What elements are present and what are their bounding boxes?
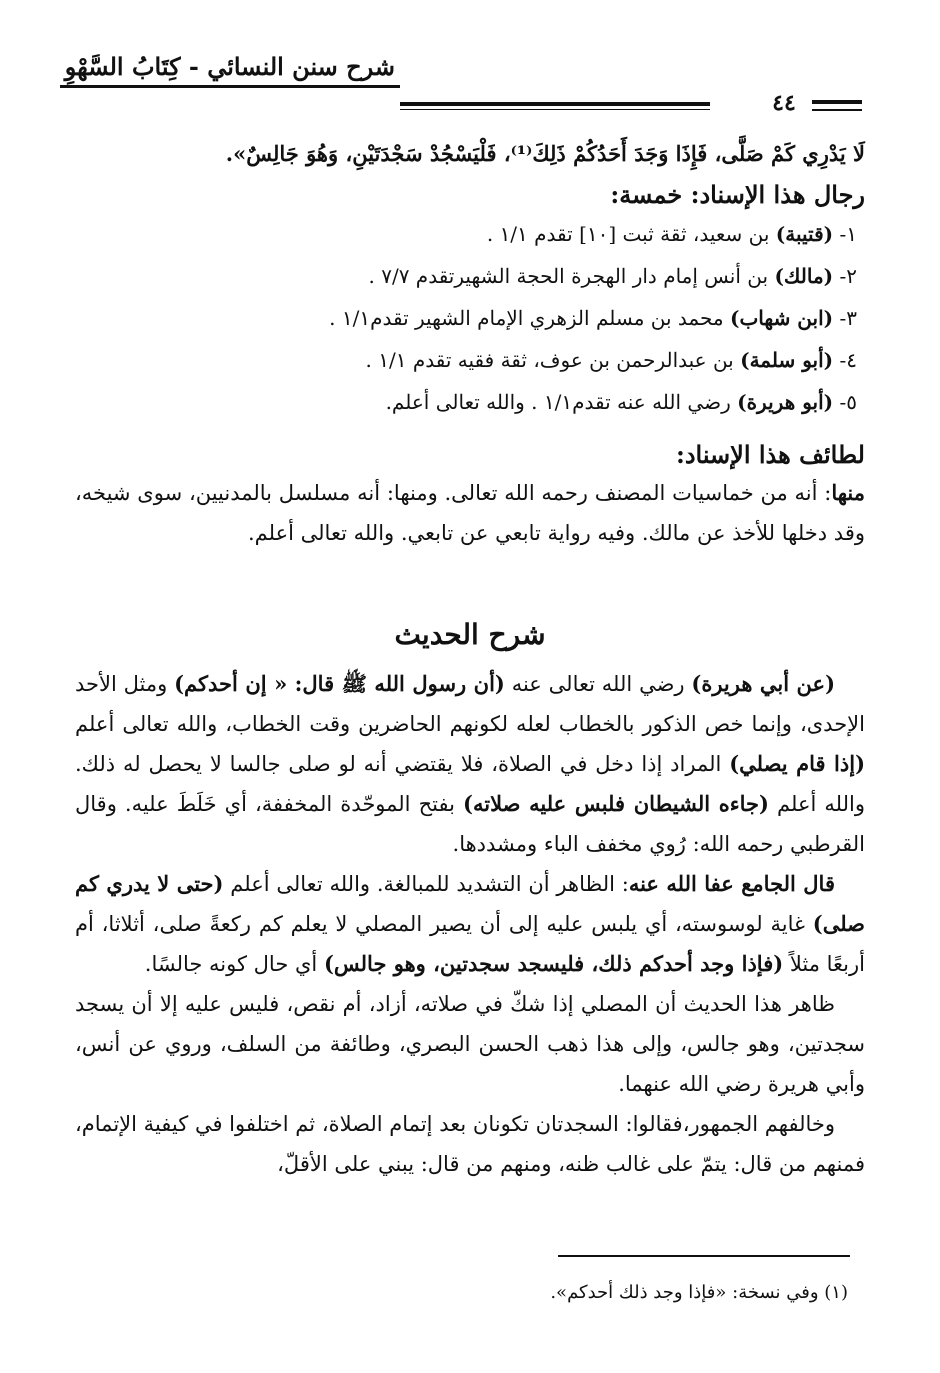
subtleties-lead: منها <box>831 480 865 505</box>
hadith-text-end <box>75 134 865 174</box>
narrator-num: ٣- <box>833 306 857 330</box>
page-header <box>0 0 940 140</box>
running-title: شرح سنن النسائي - كِتَابُ السَّهْوِ <box>64 52 395 81</box>
subtleties-heading: لطائف هذا الإسناد: <box>675 440 865 469</box>
narrator-name: (أبو هريرة) <box>737 390 834 414</box>
commentary-body <box>75 664 865 1184</box>
text: غاية لوسوسته، أي يلبس عليه إلى أن يصير المصلي لا يعلم كم ركعةً صلى، أثلاثا، أم أربعًا مثلاً <box>75 912 865 976</box>
narrator-text: بن عبدالرحمن بن عوف، ثقة فقيه تقدم ١/١ . <box>365 348 741 372</box>
header-rule-segment-1 <box>400 102 710 106</box>
narrator-num: ٥- <box>833 390 857 414</box>
commentary-paragraph-4: وخالفهم الجمهور،فقالوا: السجدتان تكونان بعد إتمام الصلاة، ثم اختلفوا في كيفية الإتمام، فمنهم من قال: يتمّ على غالب ظنه، ومنهم من قال: يبني على الأقلّ، <box>75 1112 865 1176</box>
subtleties-section <box>75 440 865 553</box>
subtleties-text: : أنه من خماسيات المصنف رحمه الله تعالى. ومنها: أنه مسلسل بالمدنيين، سوى شيخه، وقد دخلها للأخذ عن مالك. وفيه رواية تابعي عن تابعي. والله تعالى أعلم. <box>75 481 865 545</box>
narrators-heading: رجال هذا الإسناد: خمسة: <box>610 180 865 209</box>
header-rule-thick <box>60 85 400 88</box>
header-rule-segment-4 <box>812 109 862 111</box>
author-note-lead: قال الجامع عفا الله عنه <box>628 871 835 896</box>
quote: (فإذا وجد أحدكم ذلك، فليسجد سجدتين، وهو جالس) <box>323 951 784 976</box>
quote: (حتى لا يدري كم صلى) <box>75 871 865 936</box>
text: ومثل الأحد الإحدى، وإنما خص الذكور بالخطاب لعله لكونهم الحاضرين وقت الخطاب، والله تعالى أعلم <box>75 672 865 736</box>
quote: (أن رسول الله ﷺ قال: « إن أحدكم) <box>174 671 505 696</box>
header-rule-segment-2 <box>400 109 710 110</box>
narrators-section <box>75 180 865 423</box>
narrator-item-3 <box>75 297 865 339</box>
commentary-paragraph-2 <box>75 864 865 984</box>
footnote: (١) وفي نسخة: «فإذا وجد ذلك أحدكم». <box>550 1282 848 1303</box>
text: : الظاهر أن التشديد للمبالغة. والله تعالى أعلم <box>223 872 629 896</box>
header-rule-segment-3 <box>812 100 862 104</box>
narrator-item-2 <box>75 255 865 297</box>
commentary-paragraph-1 <box>75 664 865 864</box>
narrator-name: (مالك) <box>774 264 834 288</box>
text: أي حال كونه جالسًا. <box>144 952 324 976</box>
subtleties-paragraph <box>75 473 865 553</box>
quote: (عن أبي هريرة) <box>691 671 836 696</box>
narrator-item-4 <box>75 339 865 381</box>
commentary-paragraph-3: ظاهر هذا الحديث أن المصلي إذا شكّ في صلاته، أزاد، أم نقص، فليس عليه إلا أن يسجد سجدتين، وهو جالس، وإلى هذا ذهب الحسن البصري، وطائفة من السلف، وروي عن أنس، وأبي هريرة رضي الله عنهما. <box>75 992 865 1096</box>
quote: (جاءه الشيطان فلبس عليه صلاته) <box>463 791 769 816</box>
narrator-name: (أبو سلمة) <box>740 348 834 372</box>
page-number: ٤٤ <box>772 90 796 116</box>
narrator-name: (ابن شهاب) <box>729 306 834 330</box>
quote: (إذا قام يصلي) <box>729 751 865 776</box>
narrator-text: رضي الله عنه تقدم١/١ . والله تعالى أعلم. <box>385 390 738 414</box>
narrator-text: محمد بن مسلم الزهري الإمام الشهير تقدم١/١ . <box>329 306 730 330</box>
text: المراد إذا دخل في الصلاة، فلا يقتضي أنه لو صلى جالسا لا يحصل له ذلك. والله أعلم <box>75 752 866 816</box>
narrator-item-5 <box>75 381 865 423</box>
narrator-text: بن أنس إمام دار الهجرة الحجة الشهيرتقدم ٧/٧ . <box>368 264 775 288</box>
narrator-num: ٢- <box>833 264 857 288</box>
narrator-num: ١- <box>833 222 857 246</box>
narrator-item-1 <box>75 213 865 255</box>
text: بفتح الموحّدة المخففة، أي خَلَطَ عليه. وقال القرطبي رحمه الله: رُوي مخفف الباء ومشددها. <box>75 792 865 856</box>
footnote-separator <box>558 1255 850 1257</box>
hadith-line: لَا يَدْرِي كَمْ صَلَّى، فَإِذَا وَجَدَ أَحَدُكُمْ ذَلِكَ⁽¹⁾، فَلْيَسْجُدْ سَجْدَتَيْنِ، وَهُوَ جَالِسٌ». <box>225 141 865 166</box>
text: رضي الله تعالى عنه <box>504 672 692 696</box>
narrator-text: بن سعيد، ثقة ثبت [١٠] تقدم ١/١ . <box>486 222 776 246</box>
commentary-title: شرح الحديث <box>394 618 546 651</box>
narrator-num: ٤- <box>833 348 857 372</box>
narrator-name: (قتيبة) <box>775 222 834 246</box>
